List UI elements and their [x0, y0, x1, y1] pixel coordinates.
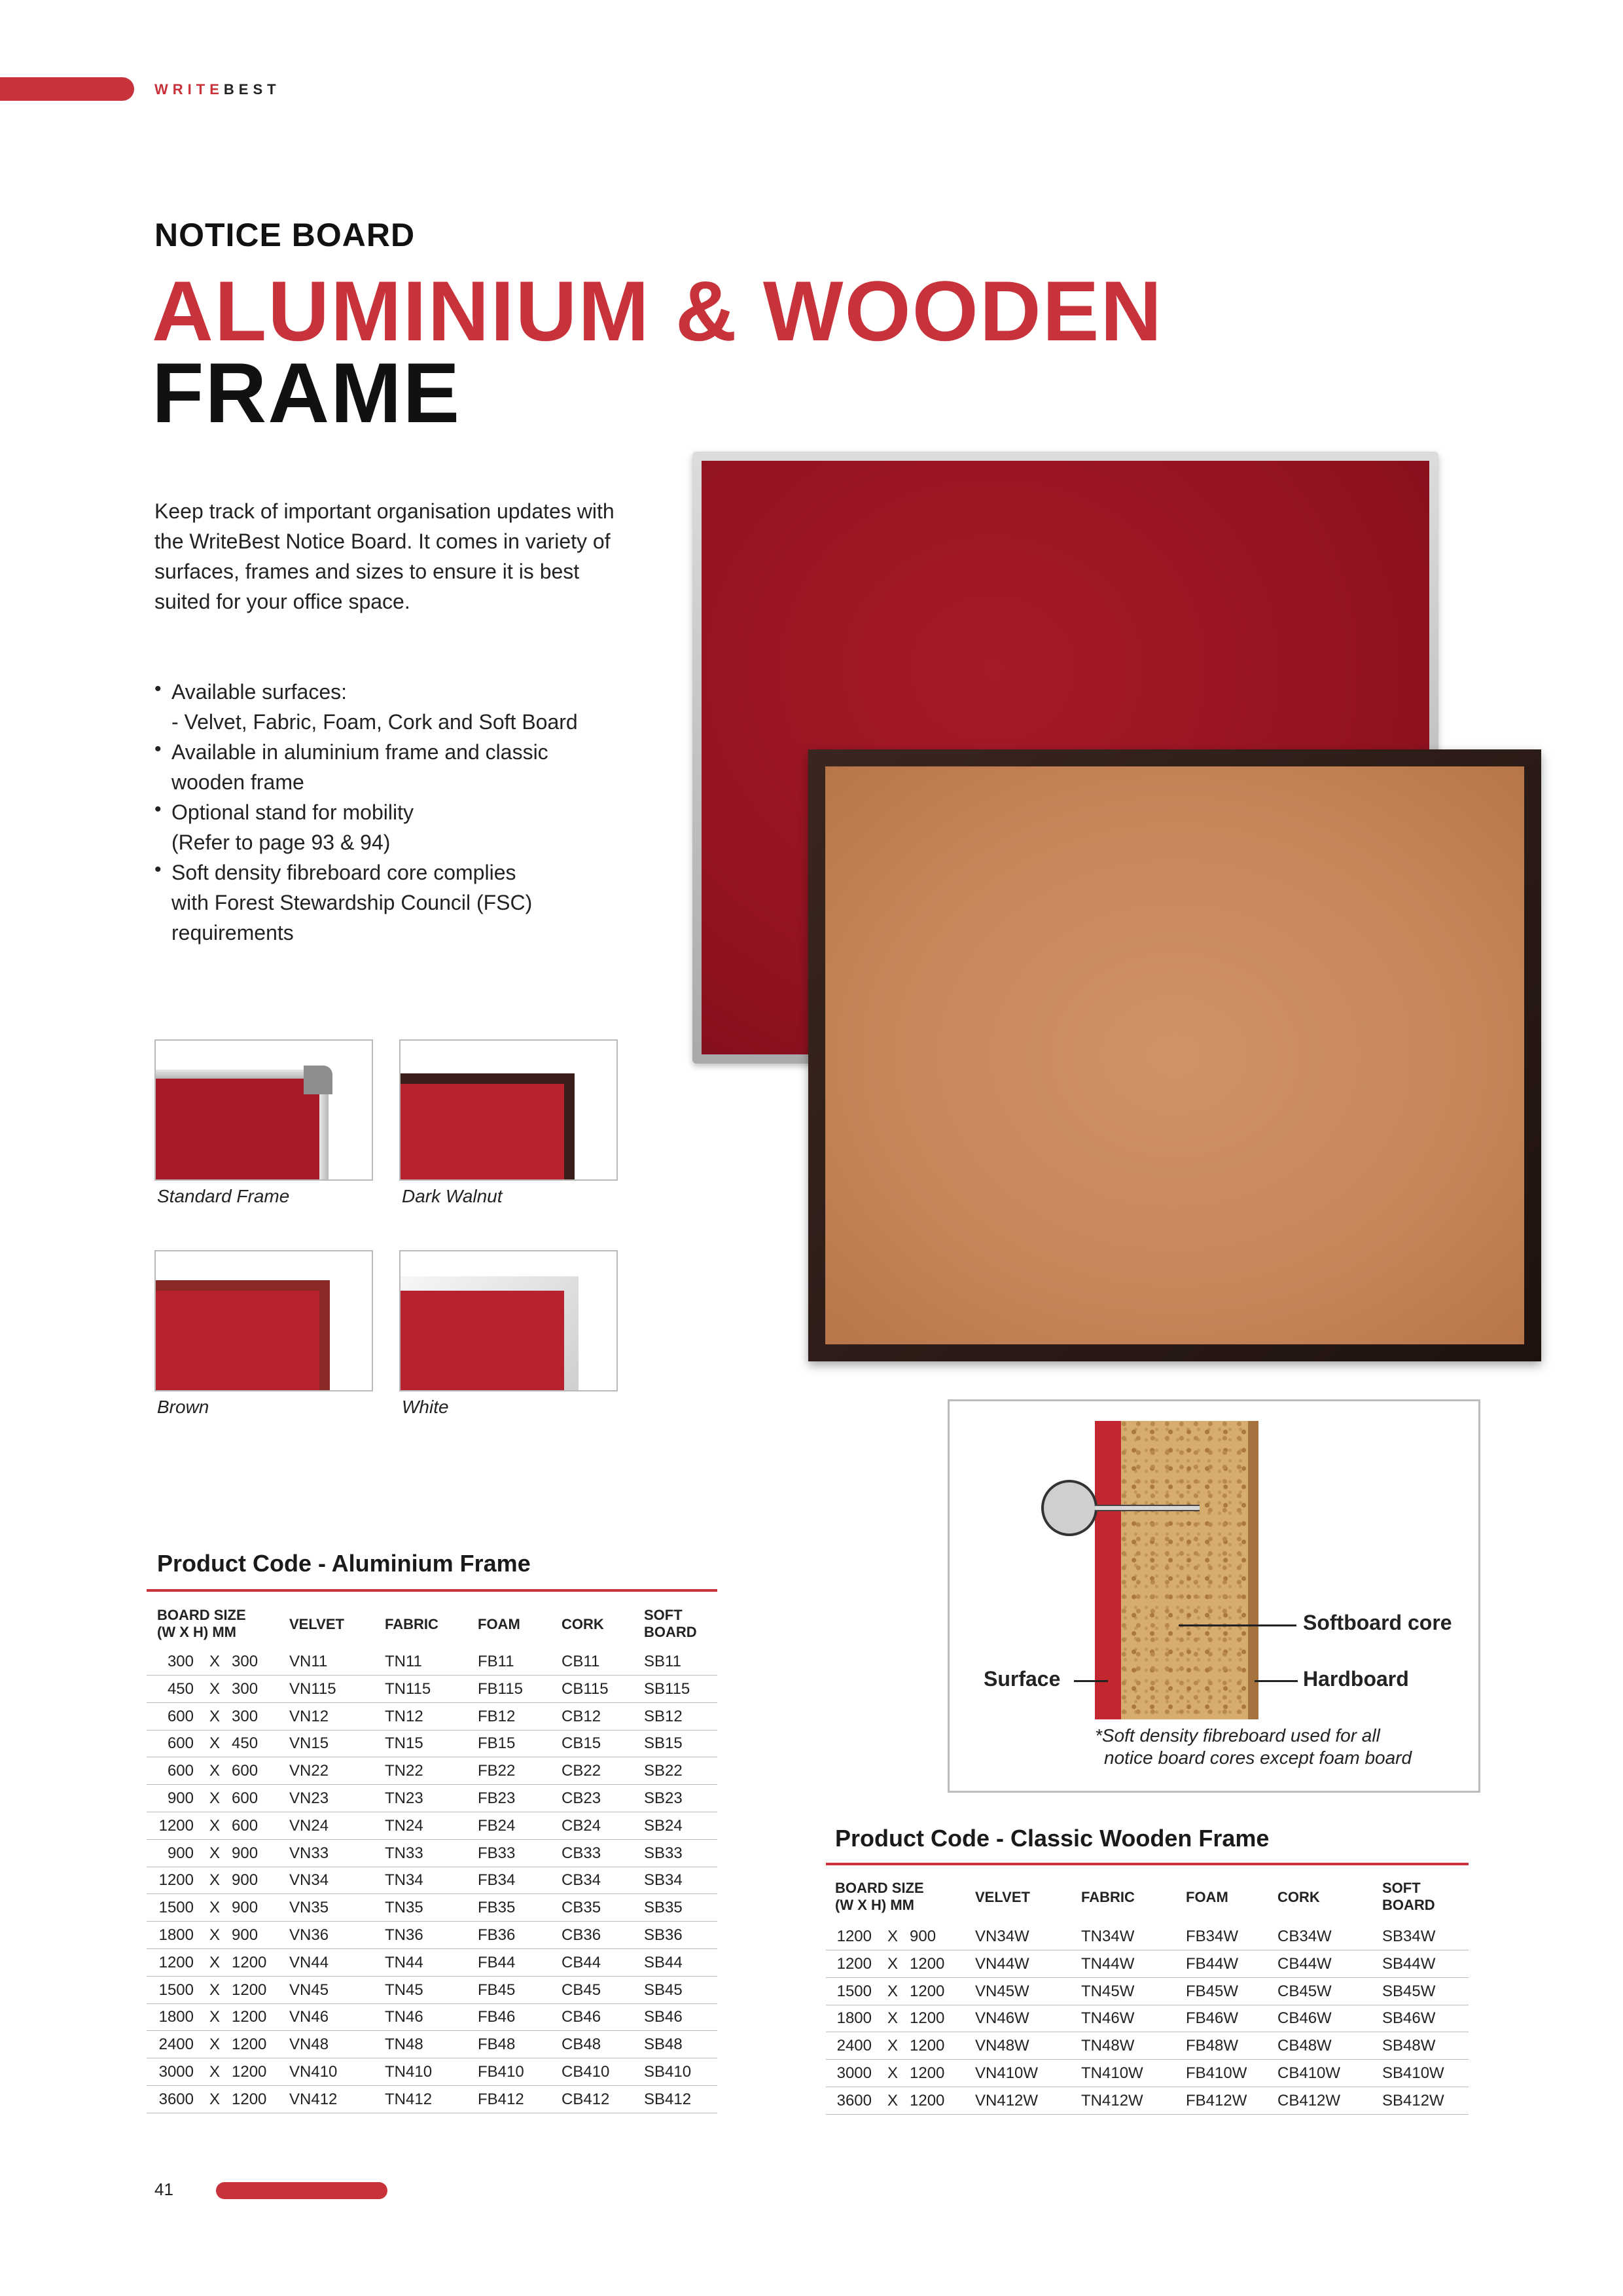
table-cell: 1500	[836, 1982, 872, 2000]
table-cell: VN36	[289, 1926, 329, 1944]
table-cell: X	[209, 1679, 221, 1698]
table-cell: X	[887, 2009, 899, 2028]
table-cell: X	[209, 1762, 221, 1780]
table-cell: SB412W	[1382, 2091, 1444, 2109]
feature-item	[154, 857, 626, 888]
table-cell: X	[209, 1707, 221, 1725]
table-cell: 1200	[232, 2090, 267, 2108]
table-cell: FB34	[478, 1871, 516, 1890]
table-cell: FB23	[478, 1789, 516, 1807]
swatch-standard-frame	[154, 1039, 373, 1181]
wooden-table-title: Product Code - Classic Wooden Frame	[835, 1825, 1270, 1852]
table-cell: TN410W	[1081, 2064, 1143, 2082]
feature-list	[154, 677, 626, 948]
table-cell: CB24	[562, 1816, 601, 1835]
table-cell: VN48	[289, 2036, 329, 2054]
table-cell: 900	[232, 1844, 259, 1862]
table-cell: X	[887, 1982, 899, 2000]
table-cell: 1200	[232, 2008, 267, 2026]
table-cell: TN23	[385, 1789, 423, 1807]
table-cell: FB36	[478, 1926, 516, 1944]
table-row	[147, 1648, 717, 1676]
table-cell: X	[209, 1899, 221, 1917]
table-cell: SB33	[644, 1844, 683, 1862]
table-cell: FB34W	[1186, 1928, 1239, 1945]
table-cell: CB48	[562, 2036, 601, 2054]
header-soft-board: SOFT BOARD	[1382, 1880, 1435, 1913]
table-cell: SB34	[644, 1871, 683, 1890]
aluminium-table-header	[157, 1607, 720, 1646]
cork-board-image	[808, 749, 1541, 1361]
table-row	[826, 1950, 1469, 1978]
table-cell: 1200	[836, 1954, 872, 1973]
table-cell: CB34W	[1277, 1928, 1332, 1945]
softboard-callout-line	[1179, 1624, 1296, 1626]
table-cell: FB24	[478, 1816, 516, 1835]
table-cell: SB45W	[1382, 1982, 1436, 2000]
header-foam: FOAM	[478, 1616, 520, 1632]
table-cell: 1800	[158, 2008, 194, 2026]
table-cell: FB44W	[1186, 1954, 1239, 1973]
table-row	[147, 2058, 717, 2086]
table-cell: CB48W	[1277, 2037, 1332, 2055]
table-cell: CB12	[562, 1707, 601, 1725]
table-cell: VN33	[289, 1844, 329, 1862]
table-cell: VN44	[289, 1953, 329, 1971]
table-cell: SB48W	[1382, 2037, 1436, 2055]
table-cell: CB410W	[1277, 2064, 1341, 2082]
table-cell: CB35	[562, 1899, 601, 1917]
table-cell: 1200	[158, 1871, 194, 1890]
table-cell: X	[209, 1926, 221, 1944]
table-cell: X	[209, 2063, 221, 2081]
diagram-note-line1: *Soft density fibreboard used for all	[1095, 1725, 1380, 1746]
table-cell: CB36	[562, 1926, 601, 1944]
table-cell: CB410	[562, 2063, 610, 2081]
table-row	[147, 1867, 717, 1894]
table-cell: FB46	[478, 2008, 516, 2026]
table-cell: FB22	[478, 1762, 516, 1780]
table-cell: VN45W	[975, 1982, 1029, 2000]
table-cell: TN48	[385, 2036, 423, 2054]
table-cell: X	[887, 1954, 899, 1973]
wooden-table-rule	[826, 1863, 1469, 1865]
table-cell: X	[887, 2037, 899, 2055]
table-cell: TN34	[385, 1871, 423, 1890]
header-cork: CORK	[1277, 1889, 1320, 1905]
table-cell: X	[209, 2008, 221, 2026]
table-cell: 600	[167, 1707, 194, 1725]
wooden-table-header	[835, 1880, 1463, 1919]
table-cell: TN46	[385, 2008, 423, 2026]
table-cell: FB412W	[1186, 2091, 1247, 2109]
table-cell: CB33	[562, 1844, 601, 1862]
table-cell: SB45	[644, 1981, 683, 1999]
table-cell: 1500	[158, 1899, 194, 1917]
table-cell: SB22	[644, 1762, 683, 1780]
table-row	[147, 1894, 717, 1922]
table-cell: X	[209, 1789, 221, 1807]
table-cell: SB34W	[1382, 1928, 1436, 1945]
table-cell: SB48	[644, 2036, 683, 2054]
surface-callout-line	[1074, 1680, 1108, 1682]
table-cell: FB33	[478, 1844, 516, 1862]
page-title-line1: ALUMINIUM & WOODEN	[152, 263, 1164, 359]
table-cell: FB45W	[1186, 1982, 1239, 2000]
table-cell: TN36	[385, 1926, 423, 1944]
table-cell: TN33	[385, 1844, 423, 1862]
cross-section-diagram	[948, 1399, 1480, 1793]
table-cell: TN412	[385, 2090, 433, 2108]
table-cell: VN46	[289, 2008, 329, 2026]
table-cell: CB412	[562, 2090, 610, 2108]
hardboard-label: Hardboard	[1303, 1667, 1409, 1691]
table-cell: SB410	[644, 2063, 692, 2081]
feature-subitem: - Velvet, Fabric, Foam, Cork and Soft Board	[171, 710, 578, 734]
table-cell: CB23	[562, 1789, 601, 1807]
header-fabric: FABRIC	[385, 1616, 438, 1632]
table-cell: 900	[910, 1928, 936, 1945]
table-cell: TN44W	[1081, 1954, 1135, 1973]
table-cell: TN115	[385, 1679, 431, 1698]
table-cell: 1200	[232, 2063, 267, 2081]
table-cell: TN44	[385, 1953, 423, 1971]
hardboard-callout-line	[1255, 1680, 1298, 1682]
table-cell: VN22	[289, 1762, 329, 1780]
swatch-label-standard: Standard Frame	[157, 1186, 290, 1206]
table-cell: SB44W	[1382, 1954, 1436, 1973]
table-cell: SB23	[644, 1789, 683, 1807]
table-cell: 600	[167, 1762, 194, 1780]
feature-text: Soft density fibreboard core complies	[171, 861, 516, 884]
table-cell: FB46W	[1186, 2009, 1239, 2028]
table-row	[147, 2031, 717, 2058]
table-cell: CB46W	[1277, 2009, 1332, 2028]
table-cell: SB12	[644, 1707, 683, 1725]
table-row	[826, 2087, 1469, 2115]
header-cork: CORK	[562, 1616, 604, 1632]
table-cell: CB44	[562, 1953, 601, 1971]
table-row	[826, 1978, 1469, 2005]
table-cell: 300	[232, 1679, 259, 1698]
table-cell: CB115	[562, 1679, 609, 1698]
table-cell: 3000	[836, 2064, 872, 2082]
header-soft-board: SOFT BOARD	[644, 1607, 697, 1640]
table-cell: FB412	[478, 2090, 524, 2108]
swatch-white	[399, 1250, 618, 1391]
table-row	[147, 2086, 717, 2113]
table-cell: 1200	[836, 1928, 872, 1945]
table-cell: CB45W	[1277, 1982, 1332, 2000]
swatch-label-brown: Brown	[157, 1397, 209, 1417]
table-cell: 1200	[158, 1816, 194, 1835]
table-cell: TN45	[385, 1981, 423, 1999]
table-cell: 300	[232, 1707, 259, 1725]
table-cell: SB15	[644, 1734, 683, 1753]
table-cell: 1200	[910, 2037, 945, 2055]
header-velvet: VELVET	[975, 1889, 1030, 1905]
softboard-label: Softboard core	[1303, 1611, 1452, 1634]
table-cell: 450	[167, 1679, 194, 1698]
table-row	[147, 1703, 717, 1731]
feature-item	[154, 737, 626, 767]
table-cell: 2400	[836, 2037, 872, 2055]
feature-continuation: with Forest Stewardship Council (FSC)	[171, 891, 533, 914]
table-cell: FB410	[478, 2063, 524, 2081]
table-cell: FB12	[478, 1707, 516, 1725]
table-cell: 1800	[836, 2009, 872, 2028]
table-cell: VN34	[289, 1871, 329, 1890]
table-cell: TN34W	[1081, 1928, 1135, 1945]
table-cell: SB24	[644, 1816, 683, 1835]
table-cell: TN11	[385, 1653, 422, 1670]
table-cell: 1800	[158, 1926, 194, 1944]
table-cell: X	[887, 1928, 899, 1945]
table-cell: X	[209, 1816, 221, 1835]
table-cell: 900	[232, 1926, 259, 1944]
page-title-line2: FRAME	[152, 345, 461, 440]
table-cell: FB410W	[1186, 2064, 1247, 2082]
table-cell: VN12	[289, 1707, 329, 1725]
table-cell: VN23	[289, 1789, 329, 1807]
feature-continuation: requirements	[171, 921, 294, 944]
table-cell: 3600	[158, 2090, 194, 2108]
table-cell: FB44	[478, 1953, 516, 1971]
pin-needle	[1095, 1505, 1200, 1511]
table-cell: CB412W	[1277, 2091, 1341, 2109]
table-cell: 1200	[910, 2064, 945, 2082]
table-cell: VN11	[289, 1653, 328, 1670]
table-cell: CB11	[562, 1653, 600, 1670]
footer-accent-bar	[216, 2182, 387, 2199]
table-cell: VN24	[289, 1816, 329, 1835]
table-cell: X	[209, 1734, 221, 1753]
table-cell: X	[887, 2064, 899, 2082]
table-row	[147, 1757, 717, 1785]
pin-icon	[1041, 1480, 1097, 1536]
table-cell: TN35	[385, 1899, 423, 1917]
table-cell: CB45	[562, 1981, 601, 1999]
table-cell: FB45	[478, 1981, 516, 1999]
feature-item	[154, 677, 626, 707]
table-cell: TN12	[385, 1707, 423, 1725]
surface-label: Surface	[984, 1667, 1061, 1691]
table-cell: 900	[167, 1789, 194, 1807]
swatch-label-white: White	[402, 1397, 449, 1417]
brand-logo	[154, 81, 281, 98]
table-cell: SB36	[644, 1926, 683, 1944]
table-cell: X	[209, 1844, 221, 1862]
table-cell: VN35	[289, 1899, 329, 1917]
table-cell: CB34	[562, 1871, 601, 1890]
table-cell: FB115	[478, 1679, 523, 1698]
table-cell: 600	[167, 1734, 194, 1753]
table-cell: 300	[232, 1653, 259, 1670]
table-cell: VN410W	[975, 2064, 1039, 2082]
table-cell: FB15	[478, 1734, 516, 1753]
table-cell: SB412	[644, 2090, 692, 2108]
table-cell: VN44W	[975, 1954, 1029, 1973]
softboard-layer	[1121, 1421, 1248, 1719]
table-cell: SB410W	[1382, 2064, 1444, 2082]
table-cell: 450	[232, 1734, 259, 1753]
header-accent-bar	[0, 77, 134, 101]
header-fabric: FABRIC	[1081, 1889, 1135, 1905]
header-board-size: BOARD SIZE (W X H) MM	[835, 1880, 924, 1913]
table-cell: SB11	[644, 1653, 681, 1670]
feature-continuation: (Refer to page 93 & 94)	[171, 831, 391, 854]
table-row	[147, 1676, 717, 1703]
table-cell: 3600	[836, 2091, 872, 2109]
table-cell: TN48W	[1081, 2037, 1135, 2055]
table-cell: 1200	[910, 1954, 945, 1973]
table-cell: 600	[232, 1762, 259, 1780]
table-cell: FB48W	[1186, 2037, 1239, 2055]
table-cell: TN22	[385, 1762, 423, 1780]
table-cell: SB46	[644, 2008, 683, 2026]
table-cell: VN45	[289, 1981, 329, 1999]
table-cell: CB44W	[1277, 1954, 1332, 1973]
table-cell: VN48W	[975, 2037, 1029, 2055]
table-cell: 3000	[158, 2063, 194, 2081]
table-row	[826, 2005, 1469, 2032]
table-cell: SB44	[644, 1953, 683, 1971]
table-cell: X	[209, 2036, 221, 2054]
table-cell: VN412	[289, 2090, 338, 2108]
table-cell: 900	[232, 1899, 259, 1917]
feature-item	[154, 797, 626, 827]
table-cell: X	[209, 1871, 221, 1890]
table-cell: 1200	[910, 1982, 945, 2000]
table-row	[147, 2003, 717, 2031]
table-cell: X	[209, 2090, 221, 2108]
hardboard-layer	[1248, 1421, 1258, 1719]
table-cell: TN412W	[1081, 2091, 1143, 2109]
table-row	[147, 1730, 717, 1757]
table-cell: FB35	[478, 1899, 516, 1917]
feature-continuation: wooden frame	[171, 770, 304, 794]
table-cell: TN24	[385, 1816, 423, 1835]
table-cell: SB46W	[1382, 2009, 1436, 2028]
table-cell: 1200	[232, 2036, 267, 2054]
swatch-brown	[154, 1250, 373, 1391]
diagram-note-line2: notice board cores except foam board	[1104, 1748, 1412, 1768]
swatch-label-walnut: Dark Walnut	[402, 1186, 503, 1206]
table-cell: CB46	[562, 2008, 601, 2026]
table-row	[147, 1785, 717, 1812]
surface-layer	[1095, 1421, 1121, 1719]
table-cell: VN34W	[975, 1928, 1029, 1945]
table-cell: CB15	[562, 1734, 601, 1753]
table-cell: SB35	[644, 1899, 683, 1917]
feature-text: Available in aluminium frame and classic	[171, 740, 548, 764]
header-velvet: VELVET	[289, 1616, 344, 1632]
page-kicker: NOTICE BOARD	[154, 217, 416, 253]
header-foam: FOAM	[1186, 1889, 1228, 1905]
table-cell: VN410	[289, 2063, 338, 2081]
table-cell: 600	[232, 1816, 259, 1835]
table-cell: VN46W	[975, 2009, 1029, 2028]
table-cell: TN15	[385, 1734, 423, 1753]
feature-text: Optional stand for mobility	[171, 800, 414, 824]
swatch-dark-walnut	[399, 1039, 618, 1181]
table-cell: 1500	[158, 1981, 194, 1999]
table-cell: X	[209, 1981, 221, 1999]
feature-text: Available surfaces:	[171, 680, 347, 704]
table-cell: X	[209, 1653, 221, 1670]
table-cell: 1200	[910, 2091, 945, 2109]
table-cell: TN46W	[1081, 2009, 1135, 2028]
table-cell: SB115	[644, 1679, 690, 1698]
table-row	[826, 2060, 1469, 2087]
table-cell: TN45W	[1081, 1982, 1135, 2000]
table-cell: FB11	[478, 1653, 514, 1670]
table-row	[147, 1977, 717, 2004]
table-cell: X	[887, 2091, 899, 2109]
table-cell: 600	[232, 1789, 259, 1807]
aluminium-table-title: Product Code - Aluminium Frame	[157, 1550, 531, 1577]
table-cell: VN15	[289, 1734, 329, 1753]
table-cell: VN412W	[975, 2091, 1039, 2109]
aluminium-table-rule	[147, 1589, 717, 1592]
table-cell: VN115	[289, 1679, 336, 1698]
table-cell: 1200	[158, 1953, 194, 1971]
table-row	[826, 1923, 1469, 1950]
intro-paragraph: Keep track of important organisation updates with the WriteBest Notice Board. It comes in variety of surfaces, frames and sizes to ensure it is best suited for your office space.	[154, 499, 615, 613]
table-cell: 900	[232, 1871, 259, 1890]
table-row	[826, 2032, 1469, 2060]
table-cell: 900	[167, 1844, 194, 1862]
brand-write: WRITE	[154, 81, 224, 98]
table-cell: 2400	[158, 2036, 194, 2054]
table-cell: TN410	[385, 2063, 433, 2081]
page-number: 41	[154, 2179, 173, 2199]
table-cell: 1200	[232, 1981, 267, 1999]
table-cell: 1200	[910, 2009, 945, 2028]
table-cell: CB22	[562, 1762, 601, 1780]
table-row	[147, 1840, 717, 1867]
table-cell: 300	[167, 1653, 194, 1670]
table-cell: 1200	[232, 1953, 267, 1971]
table-row	[147, 1922, 717, 1949]
table-cell: X	[209, 1953, 221, 1971]
header-board-size: BOARD SIZE (W X H) MM	[157, 1607, 246, 1640]
brand-best: BEST	[223, 81, 281, 98]
table-cell: FB48	[478, 2036, 516, 2054]
table-row	[147, 1949, 717, 1977]
table-row	[147, 1812, 717, 1840]
